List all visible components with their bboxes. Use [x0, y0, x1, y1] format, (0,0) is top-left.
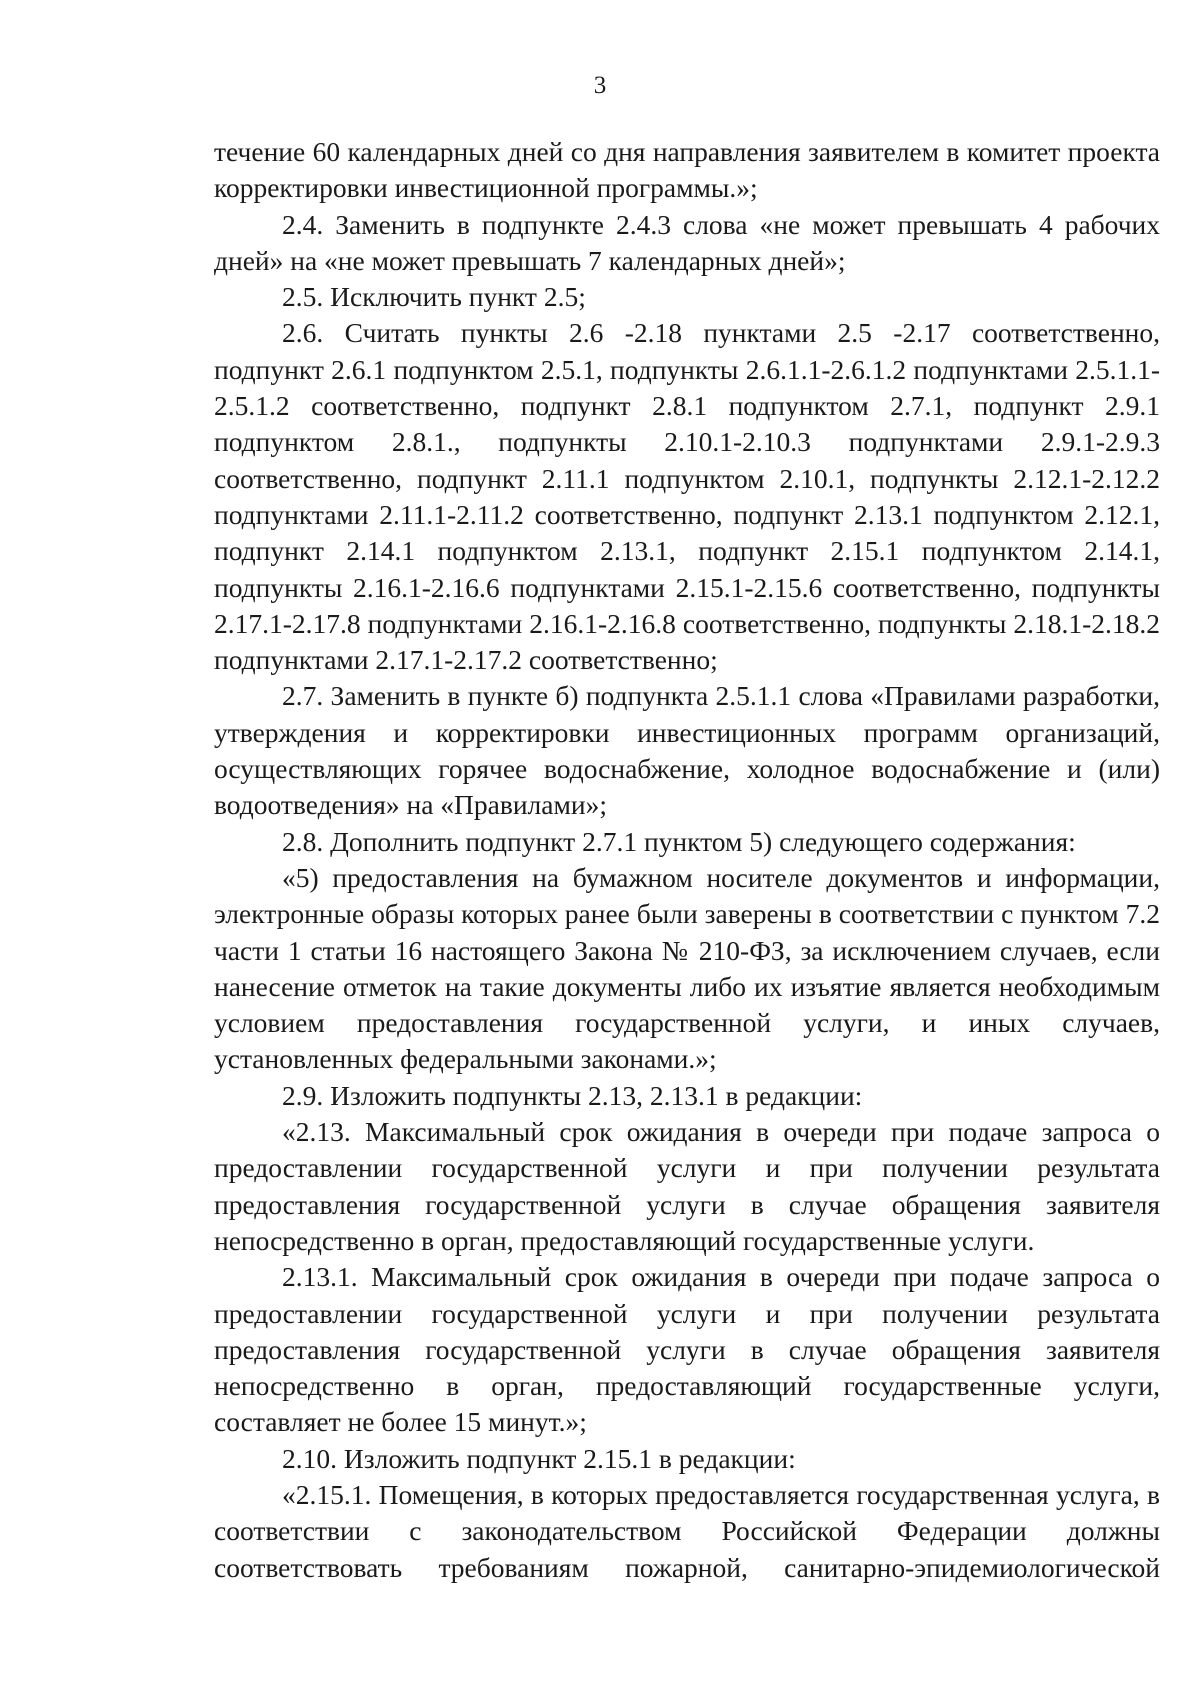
document-body [214, 134, 1160, 1586]
paragraph: 2.5. Исключить пункт 2.5; [282, 281, 586, 313]
paragraph: 2.4. Заменить в подпункте 2.4.3 слова «не может превышать 4 рабочих дней» на «не может превышать 7 календарных дней»; [214, 208, 1160, 276]
paragraph: «2.13. Максимальный срок ожидания в очереди при подаче запроса о предоставлении государственной услуги и при получении результата предоставления государственной услуги в случае обращения заявителя непосредственно в орган, предоставляющий государственные услуги. [214, 1116, 1160, 1256]
paragraph: «2.15.1. Помещения, в которых предоставляется государственная услуга, в соответствии с законодательством Российской Федерации должны соответствовать требованиям пожарной, санитарно-эпидемиологической [214, 1478, 1160, 1583]
paragraph: течение 60 календарных дней со дня направления заявителем в комитет проекта корректировки инвестиционной программы.»; [214, 136, 1160, 204]
paragraph: 2.8. Дополнить подпункт 2.7.1 пунктом 5) следующего содержания: [282, 825, 1076, 857]
paragraph: 2.7. Заменить в пункте б) подпункта 2.5.1.1 слова «Правилами разработки, утверждения и корректировки инвестиционных программ организаций, осуществляющих горячее водоснабжение, холодное водоснабжение и (или) водоотведения» на «Правилами»; [214, 680, 1160, 821]
paragraph: 2.10. Изложить подпункт 2.15.1 в редакции: [282, 1442, 796, 1474]
paragraph: 2.9. Изложить подпункты 2.13, 2.13.1 в редакции: [282, 1079, 863, 1111]
paragraph: 2.6. Считать пункты 2.6 -2.18 пунктами 2.5 -2.17 соответственно, подпункт 2.6.1 подпунктом 2.5.1, подпункты 2.6.1.1-2.6.1.2 подпунктами 2.5.1.1-2.5.1.2 соответственно, подпункт 2.8.1 подпунктом 2.7.1, подпункт 2.9.1 подпунктом 2.8.1., подпункты 2.10.1-2.10.3 подпунктами 2.9.1-2.9.3 соответственно, подпункт 2.11.1 подпунктом 2.10.1, подпункты 2.12.1-2.12.2 подпунктами 2.11.1-2.11.2 соответственно, подпункт 2.13.1 подпунктом 2.12.1, подпункт 2.14.1 подпунктом 2.13.1, подпункт 2.15.1 подпунктом 2.14.1, подпункты 2.16.1-2.16.6 подпунктами 2.15.1-2.15.6 соответственно, подпункты 2.17.1-2.17.8 подпунктами 2.16.1-2.16.8 соответственно, подпункты 2.18.1-2.18.2 подпунктами 2.17.1-2.17.2 соответственно; [214, 317, 1160, 676]
paragraph: 2.13.1. Максимальный срок ожидания в очереди при подаче запроса о предоставлении государственной услуги и при получении результата предоставления государственной услуги в случае обращения заявителя непосредственно в орган, предоставляющий государственные услуги, составляет не более 15 минут.»; [214, 1261, 1160, 1438]
paragraph: «5) предоставления на бумажном носителе документов и информации, электронные образы которых ранее были заверены в соответствии с пунктом 7.2 части 1 статьи 16 настоящего Закона № 210-ФЗ, за исключением случаев, если нанесение отметок на такие документы либо их изъятие является необходимым условием предоставления государственной услуги, и иных случаев, установленных федеральными законами.»; [214, 861, 1160, 1075]
page-number: 3 [593, 72, 607, 99]
